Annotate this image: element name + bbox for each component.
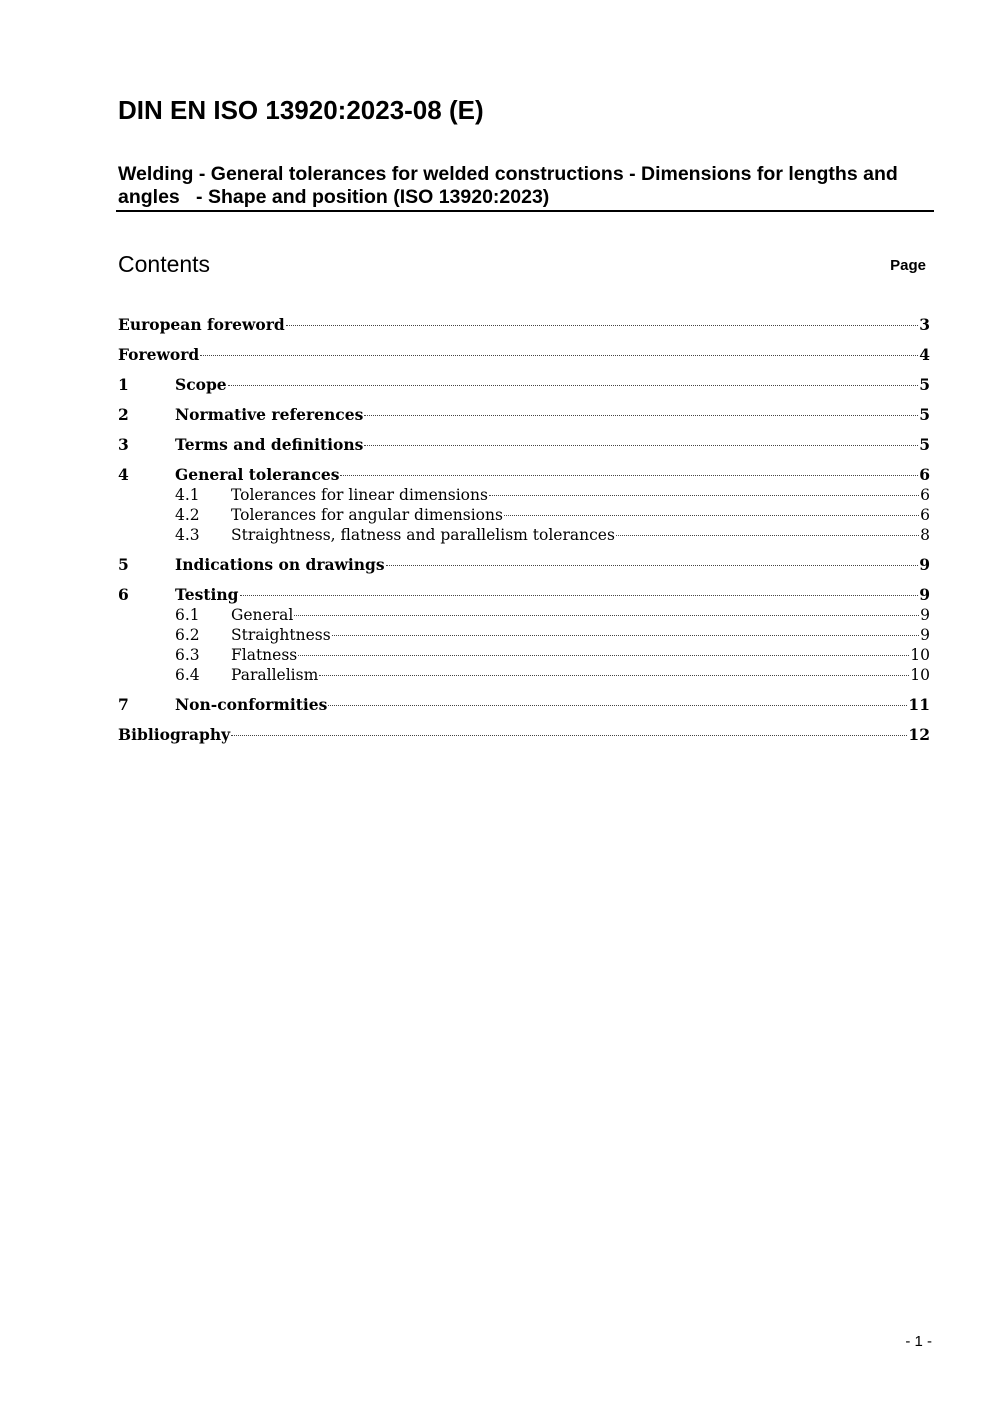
toc-dot-leader: [231, 735, 907, 736]
toc-entry-number: 6.1: [175, 606, 200, 624]
toc-entry-label: Straightness: [231, 626, 331, 644]
toc-entry-page: 4: [919, 345, 930, 364]
toc-entry-linear-dimensions[interactable]: [118, 485, 930, 505]
toc-entry-label: Flatness: [231, 646, 298, 664]
toc-dot-leader: [616, 535, 919, 536]
toc-dot-leader: [298, 655, 909, 656]
toc-entry-testing-general[interactable]: [118, 605, 930, 625]
toc-entry-number: 4: [118, 465, 129, 484]
toc-dot-leader: [364, 415, 918, 416]
toc-entry-page: 9: [920, 606, 930, 624]
toc-entry-label: Bibliography: [118, 725, 231, 744]
toc-dot-leader: [294, 615, 919, 616]
toc-entry-label: Scope: [175, 375, 227, 394]
toc-entry-page: 10: [910, 666, 930, 684]
toc-entry-page: 6: [920, 486, 930, 504]
toc-entry-page: 9: [919, 555, 930, 574]
toc-entry-terms-and-definitions[interactable]: [118, 435, 930, 455]
toc-entry-scope[interactable]: [118, 375, 930, 395]
toc-entry-non-conformities[interactable]: [118, 695, 930, 715]
toc-entry-label: General tolerances: [175, 465, 340, 484]
toc-entry-label: Tolerances for linear dimensions: [231, 486, 488, 504]
toc-entry-label: Normative references: [175, 405, 364, 424]
document-title-line-1: Welding - General tolerances for welded constructions - Dimensions for lengths and: [118, 163, 898, 185]
toc-entry-page: 5: [919, 375, 930, 394]
toc-entry-number: 4.3: [175, 526, 200, 544]
toc-entry-foreword[interactable]: [118, 345, 930, 365]
toc-entry-page: 10: [910, 646, 930, 664]
toc-entry-indications-on-drawings[interactable]: [118, 555, 930, 575]
toc-entry-label: European foreword: [118, 315, 285, 334]
toc-entry-label: Testing: [175, 585, 239, 604]
toc-entry-label: Tolerances for angular dimensions: [231, 506, 503, 524]
toc-entry-number: 2: [118, 405, 129, 424]
toc-dot-leader: [504, 515, 919, 516]
toc-entry-page: 8: [920, 526, 930, 544]
toc-entry-angular-dimensions[interactable]: [118, 505, 930, 525]
toc-entry-label: Parallelism: [231, 666, 319, 684]
toc-dot-leader: [340, 475, 918, 476]
toc-dot-leader: [332, 635, 919, 636]
toc-dot-leader: [319, 675, 909, 676]
toc-entry-normative-references[interactable]: [118, 405, 930, 425]
toc-entry-testing[interactable]: [118, 585, 930, 605]
page-column-heading: Page: [890, 257, 926, 274]
page-number: - 1 -: [905, 1333, 932, 1350]
toc-entry-number: 3: [118, 435, 129, 454]
toc-entry-page: 12: [908, 725, 930, 744]
document-title: [118, 163, 930, 209]
toc-entry-number: 6: [118, 585, 129, 604]
toc-entry-label: Terms and definitions: [175, 435, 364, 454]
toc-dot-leader: [286, 325, 918, 326]
document-id: DIN EN ISO 13920:2023-08 (E): [118, 95, 484, 125]
toc-entry-label: General: [231, 606, 294, 624]
toc-entry-label: Straightness, flatness and parallelism tolerances: [231, 526, 615, 544]
contents-heading: Contents: [118, 251, 211, 277]
toc-entry-page: 11: [908, 695, 930, 714]
title-divider: [116, 210, 934, 212]
toc-entry-number: 6.4: [175, 666, 200, 684]
toc-entry-number: 6.3: [175, 646, 200, 664]
toc-entry-number: 7: [118, 695, 129, 714]
toc-dot-leader: [489, 495, 919, 496]
toc-entry-page: 5: [919, 405, 930, 424]
toc-entry-page: 6: [920, 506, 930, 524]
toc-entry-page: 9: [920, 626, 930, 644]
toc-entry-bibliography[interactable]: [118, 725, 930, 745]
toc-entry-label: Indications on drawings: [175, 555, 385, 574]
toc-entry-straightness-flatness-parallelism[interactable]: [118, 525, 930, 545]
toc-dot-leader: [364, 445, 918, 446]
toc-entry-label: Non-conformities: [175, 695, 328, 714]
toc-entry-page: 5: [919, 435, 930, 454]
toc-dot-leader: [328, 705, 907, 706]
toc-dot-leader: [240, 595, 919, 596]
toc-entry-number: 4.1: [175, 486, 200, 504]
toc-entry-straightness[interactable]: [118, 625, 930, 645]
document-title-line-2: angles - Shape and position (ISO 13920:2023): [118, 186, 550, 208]
toc-dot-leader: [228, 385, 919, 386]
toc-entry-number: 4.2: [175, 506, 200, 524]
toc-entry-number: 6.2: [175, 626, 200, 644]
toc-entry-european-foreword[interactable]: [118, 315, 930, 335]
toc-entry-parallelism[interactable]: [118, 665, 930, 685]
toc-entry-number: 5: [118, 555, 129, 574]
toc-entry-page: 3: [919, 315, 930, 334]
toc-entry-page: 6: [919, 465, 930, 484]
toc-entry-page: 9: [919, 585, 930, 604]
toc-dot-leader: [200, 355, 918, 356]
toc-entry-label: Foreword: [118, 345, 200, 364]
toc-entry-general-tolerances[interactable]: [118, 465, 930, 485]
toc-entry-flatness[interactable]: [118, 645, 930, 665]
toc-dot-leader: [386, 565, 919, 566]
table-of-contents: [118, 315, 930, 745]
toc-entry-number: 1: [118, 375, 129, 394]
